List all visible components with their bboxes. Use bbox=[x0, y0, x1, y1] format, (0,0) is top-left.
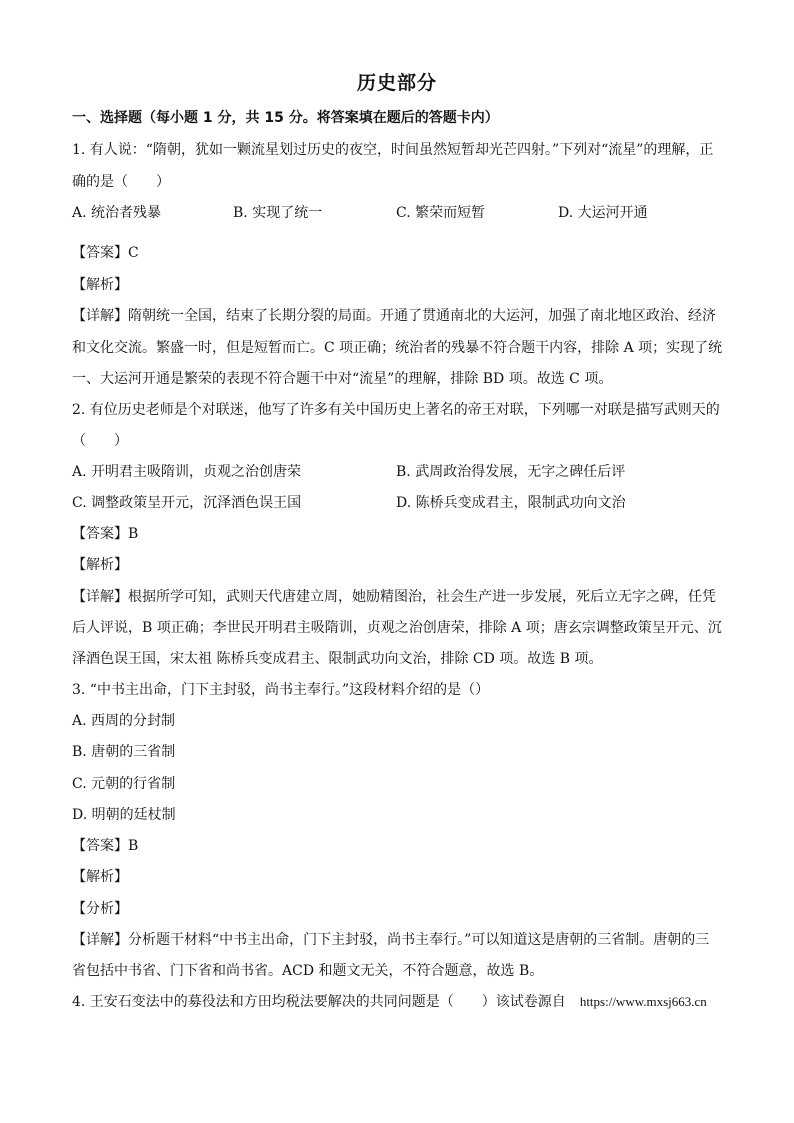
q1-stem-line2: 确的是（ ） bbox=[72, 174, 170, 190]
q1-detail-line1: 【详解】隋朝统一全国，结束了长期分裂的局面。开通了贯通南北的大运河，加强了南北地区政治、经济 bbox=[72, 308, 716, 324]
q2-answer: 【答案】B bbox=[72, 526, 139, 542]
q1-answer: 【答案】C bbox=[72, 245, 139, 261]
q1-option-c: C. 繁荣而短暂 bbox=[396, 205, 486, 221]
q1-detail-line3: 一、大运河开通是繁荣的表现不符合题干中对“流星”的理解，排除 BD 项。故选 C 项。 bbox=[72, 371, 613, 387]
q1-option-a: A. 统治者残暴 bbox=[72, 205, 162, 221]
q1-option-d: D. 大运河开通 bbox=[558, 205, 648, 221]
q3-option-c: C. 元朝的行省制 bbox=[72, 776, 176, 792]
q2-stem-line2: （ ） bbox=[72, 433, 128, 449]
q3-stem-line1: 3. “中书主出命，门下主封驳，尚书主奉行。”这段材料介绍的是（） bbox=[72, 682, 490, 698]
section-heading: 一、选择题（每小题 1 分，共 15 分。将答案填在题后的答题卡内） bbox=[72, 110, 499, 126]
q2-detail-line1: 【详解】根据所学可知，武则天代唐建立周，她励精图治，社会生产进一步发展，死后立无字之碑，任凭 bbox=[72, 589, 716, 605]
q3-answer: 【答案】B bbox=[72, 838, 139, 854]
q3-detail-line1: 【详解】分析题干材料“中书主出命，门下主封驳，尚书主奉行。”可以知道这是唐朝的三省制。唐朝的三 bbox=[72, 932, 710, 948]
q2-detail-line2: 后人评说，B 项正确；李世民开明君主吸隋训，贞观之治创唐荣，排除 A 项；唐玄宗调整政策呈开元、沉 bbox=[72, 620, 722, 636]
q2-option-c: C. 调整政策呈开元，沉泽酒色误王国 bbox=[72, 495, 302, 511]
q3-fenxi-label: 【分析】 bbox=[72, 901, 128, 917]
q2-option-b: B. 武周政治得发展，无字之碑任后评 bbox=[396, 464, 626, 480]
q4-stem-text: 4. 王安石变法中的募役法和方田均税法要解决的共同问题是（ ）该试卷源自 bbox=[72, 994, 566, 1010]
q3-option-d: D. 明朝的廷杖制 bbox=[72, 807, 176, 823]
q3-detail-line2: 省包括中书省、门下省和尚书省。ACD 和题文无关，不符合题意，故选 B。 bbox=[72, 963, 544, 979]
q3-option-b: B. 唐朝的三省制 bbox=[72, 744, 176, 760]
q2-detail-line3: 泽酒色误王国，宋太祖 陈桥兵变成君主、限制武功向文治，排除 CD 项。故选 B 项。 bbox=[72, 651, 603, 667]
page-title: 历史部分 bbox=[356, 72, 437, 94]
q4-stem bbox=[72, 992, 732, 1012]
q1-detail-line2: 和文化交流。繁盛一时，但是短暂而亡。C 项正确；统治者的残暴不符合题干内容，排除 A 项；实现了统 bbox=[72, 340, 723, 356]
q3-analysis-label: 【解析】 bbox=[72, 869, 128, 885]
q2-option-d: D. 陈桥兵变成君主，限制武功向文治 bbox=[396, 495, 626, 511]
q2-analysis-label: 【解析】 bbox=[72, 557, 128, 573]
q1-option-b: B. 实现了统一 bbox=[233, 205, 323, 221]
source-url: https://www.mxsj663.cn bbox=[579, 994, 707, 1009]
q3-option-a: A. 西周的分封制 bbox=[72, 713, 176, 729]
q1-stem-line1: 1. 有人说：“隋朝，犹如一颗流星划过历史的夜空，时间虽然短暂却光芒四射。”下列对“流星”的理解，正 bbox=[72, 142, 714, 158]
q2-option-a: A. 开明君主吸隋训，贞观之治创唐荣 bbox=[72, 464, 302, 480]
q1-analysis-label: 【解析】 bbox=[72, 277, 128, 293]
q2-stem-line1: 2. 有位历史老师是个对联迷，他写了许多有关中国历史上著名的帝王对联，下列哪一对联是描写武则天的 bbox=[72, 402, 720, 418]
